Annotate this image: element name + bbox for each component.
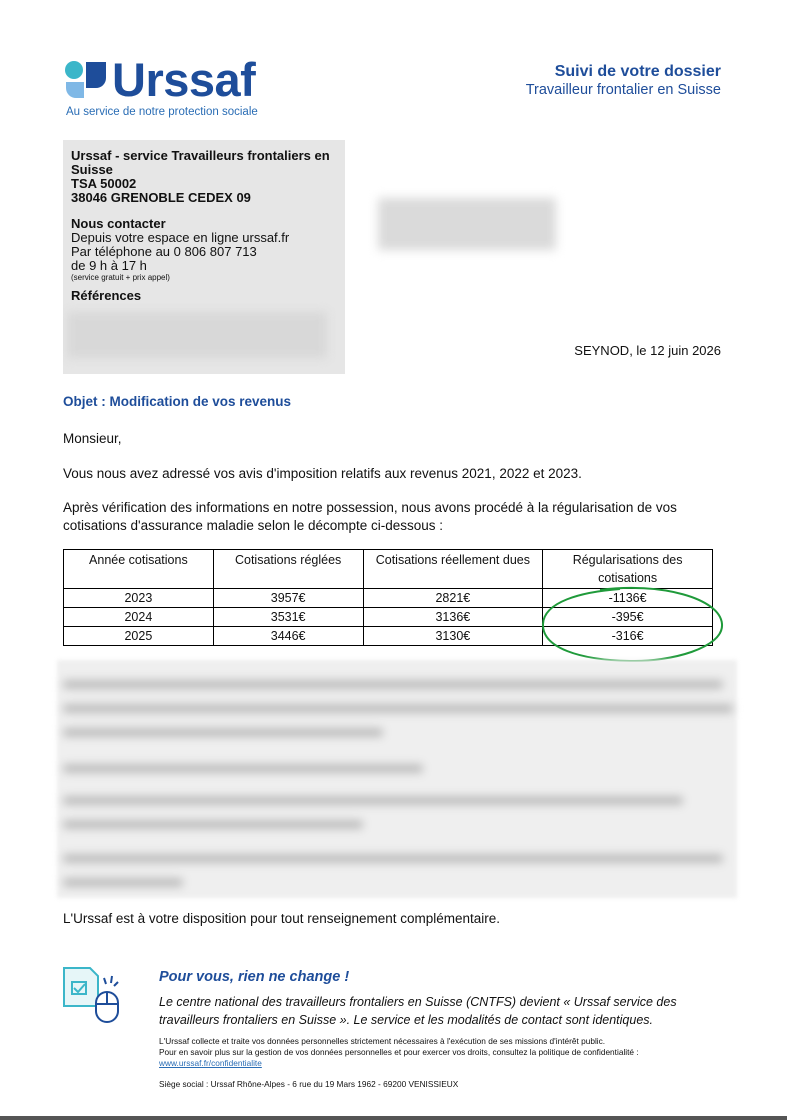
subject-line: Objet : Modification de vos revenus [63,394,292,409]
col-header-year: Année cotisations [64,550,214,589]
closing-sentence: L'Urssaf est à votre disposition pour tout renseignement complémentaire. [63,911,501,926]
table-cell: 2821€ [363,589,543,608]
col-header-regularisation: Régularisations des cotisations [543,550,713,589]
references-redacted [67,312,327,358]
table-cell: 3531€ [213,608,363,627]
document-mouse-icon [62,964,124,1026]
table-cell: 2023 [64,589,214,608]
privacy-line-2: Pour en savoir plus sur la gestion de vos données personnelles et pour exercer vos droits, consultez la politique de confidentialité : [159,1047,639,1057]
table-cell: -316€ [543,627,713,646]
table-cell: 3957€ [213,589,363,608]
annotation-ellipse [540,584,724,664]
sender-name: Urssaf - service Travailleurs frontaliers en Suisse [71,148,330,177]
salutation: Monsieur, [63,431,122,446]
redacted-paragraphs [57,660,737,898]
privacy-link[interactable]: www.urssaf.fr/confidentialite [159,1058,262,1068]
contact-note: (service gratuit + prix appel) [71,273,170,282]
head-office-line: Siège social : Urssaf Rhône-Alpes - 6 rue du 19 Mars 1962 - 69200 VENISSIEUX [159,1079,459,1089]
sender-address-box [63,140,345,374]
header-title: Suivi de votre dossier [554,63,721,80]
footer-title: Pour vous, rien ne change ! [159,969,350,985]
table-cell: 2025 [64,627,214,646]
table-cell: -1136€ [543,589,713,608]
sender-city: 38046 GRENOBLE CEDEX 09 [71,190,251,205]
paragraph-1: Vous nous avez adressé vos avis d'imposition relatifs aux revenus 2021, 2022 et 2023. [63,466,582,481]
contact-phone: Par téléphone au 0 806 807 713 [71,244,257,259]
urssaf-logo-icon [64,60,112,100]
contact-online: Depuis votre espace en ligne urssaf.fr [71,230,290,245]
recipient-redacted [378,198,556,250]
table-cell: -395€ [543,608,713,627]
page-bottom-edge [0,1116,787,1120]
table-cell: 2024 [64,608,214,627]
table-cell: 3130€ [363,627,543,646]
table-cell: 3136€ [363,608,543,627]
contact-hours: de 9 h à 17 h [71,258,147,273]
privacy-line-1: L'Urssaf collecte et traite vos données personnelles strictement nécessaires à l'exécution de ses missions d'intérêt public. [159,1036,606,1046]
logo-tagline: Au service de notre protection sociale [66,106,258,118]
date-line: SEYNOD, le 12 juin 2026 [574,343,721,358]
contact-title: Nous contacter [71,216,166,231]
header-subtitle: Travailleur frontalier en Suisse [525,82,721,98]
footer-body: Le centre national des travailleurs frontaliers en Suisse (CNTFS) devient « Urssaf service des travailleurs frontaliers en Suisse ». Le service et les modalités de contact sont identiques. [159,995,677,1027]
table-cell: 3446€ [213,627,363,646]
logo-wordmark: Urssaf [112,53,256,106]
paragraph-2: Après vérification des informations en notre possession, nous avons procédé à la régularisation de vos cotisations d'assurance maladie selon le décompte ci-dessous : [63,500,677,533]
col-header-due: Cotisations réellement dues [363,550,543,589]
col-header-paid: Cotisations réglées [213,550,363,589]
table-header-row [64,550,713,589]
sender-tsa: TSA 50002 [71,176,137,191]
references-title: Références [71,288,142,303]
